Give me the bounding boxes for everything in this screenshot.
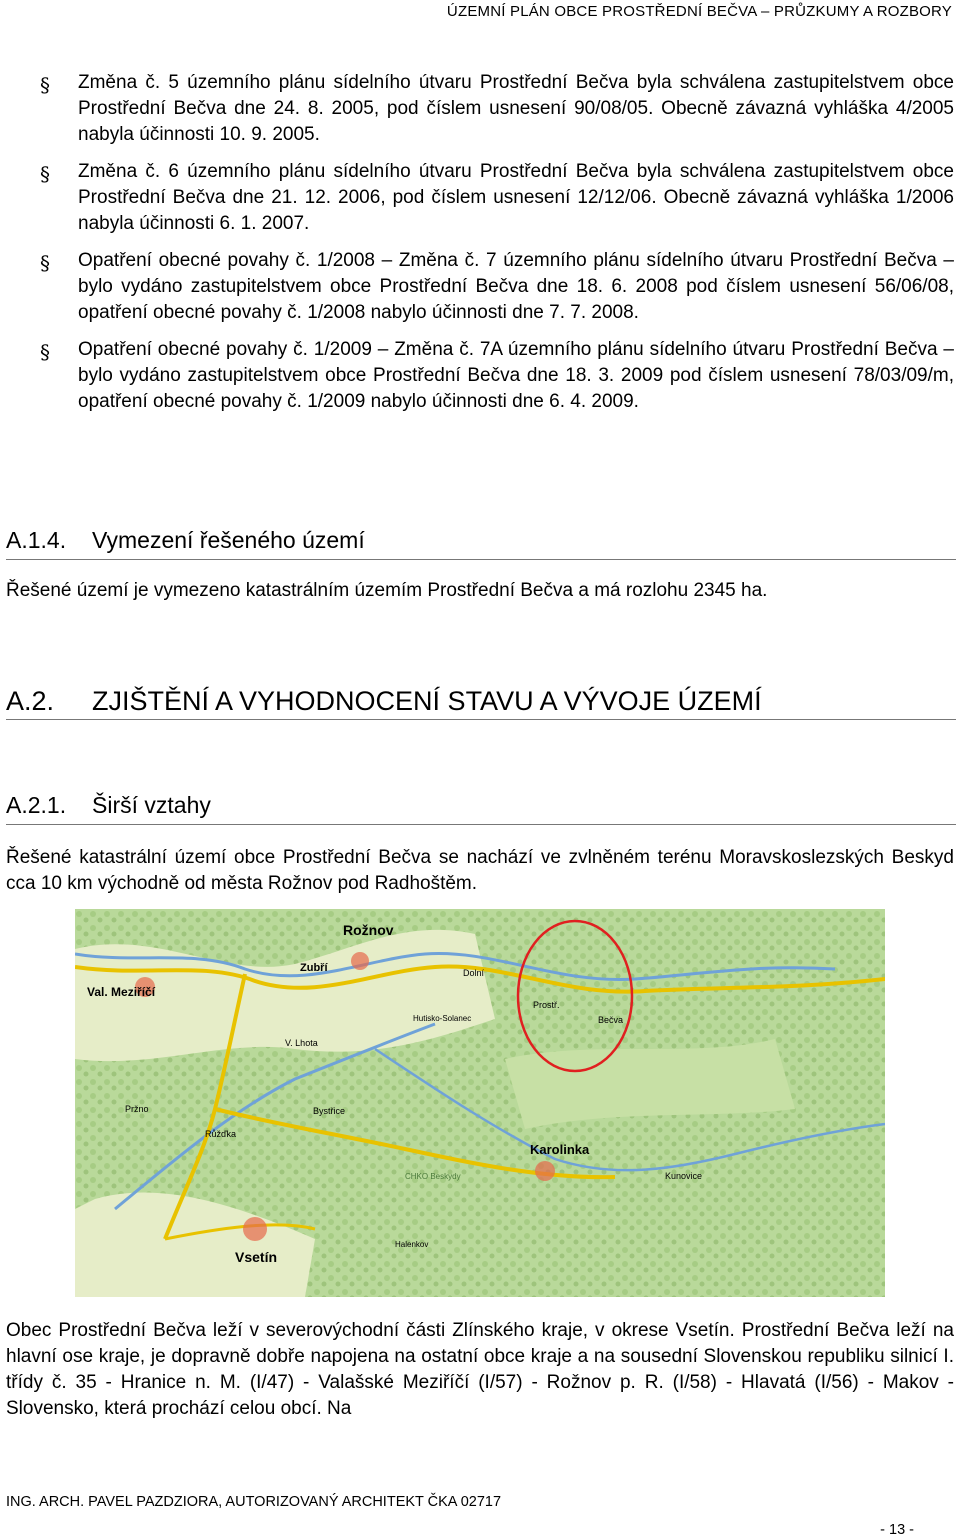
map-label: Zubří bbox=[300, 962, 328, 974]
section-sign-icon: § bbox=[40, 340, 50, 364]
list-item-text: Změna č. 6 územního plánu sídelního útvaru Prostřední Bečva byla schválena zastupitelstvem obce Prostřední Bečva dne 21. 12. 2006, pod číslem usnesení 12/12/06. Obecně závazná vyhláška 1/2006 nabyla účinnosti 6. 1. 2007. bbox=[78, 161, 954, 234]
page-header: ÚZEMNÍ PLÁN OBCE PROSTŘEDNÍ BEČVA – PRŮZKUMY A ROZBORY bbox=[446, 3, 952, 20]
section-title: ZJIŠTĚNÍ A VYHODNOCENÍ STAVU A VÝVOJE ÚZEMÍ bbox=[92, 686, 762, 716]
heading-divider bbox=[6, 824, 956, 825]
map-label: Hutisko-Solanec bbox=[413, 1014, 472, 1023]
map-label: Rožnov bbox=[343, 922, 394, 938]
town-marker bbox=[535, 1161, 555, 1181]
list-item bbox=[40, 70, 954, 148]
page-number: - 13 - bbox=[880, 1522, 914, 1538]
town-marker bbox=[243, 1217, 267, 1241]
list-item-text: Změna č. 5 územního plánu sídelního útvaru Prostřední Bečva byla schválena zastupitelstvem obce Prostřední Bečva dne 24. 8. 2005, pod číslem usnesení 90/08/05. Obecně závazná vyhláška 4/2005 nabyla účinnosti 10. 9. 2005. bbox=[78, 72, 954, 145]
map-label: V. Lhota bbox=[285, 1038, 318, 1048]
section-number: A.1.4. bbox=[6, 527, 67, 553]
list-item bbox=[40, 337, 954, 415]
body-paragraph: Obec Prostřední Bečva leží v severovýchodní části Zlínského kraje, v okrese Vsetín. Prostřední Bečva leží na hlavní ose kraje, je dopravně dobře napojena na ostatní obce kraje a na sousední Slovenskou republiku silnicí I. třídy č. 35 - Hranice n. M. (I/47) - Valašské Meziříčí (I/57) - Rožnov p. R. (I/58) - Hlavatá (I/56) - Makov - Slovensko, která prochází celou obcí. Na bbox=[6, 1320, 954, 1419]
section-sign-icon: § bbox=[40, 73, 50, 97]
chapter-heading-a2 bbox=[6, 686, 762, 717]
heading-divider bbox=[6, 719, 956, 720]
section-sign-icon: § bbox=[40, 162, 50, 186]
list-item bbox=[40, 248, 954, 326]
section-number: A.2.1. bbox=[6, 792, 67, 818]
list-item-text: Opatření obecné povahy č. 1/2008 – Změna č. 7 územního plánu sídelního útvaru Prostřední Bečva – bylo vydáno zastupitelstvem obce Prostřední Bečva dne 18. 6. 2008 pod číslem usnesení 56/06/08, opatření obecné povahy č. 1/2008 nabylo účinnosti dne 7. 7. 2008. bbox=[78, 250, 954, 323]
heading-divider bbox=[6, 559, 956, 560]
page-footer: ING. ARCH. PAVEL PAZDZIORA, AUTORIZOVANÝ ARCHITEKT ČKA 02717 bbox=[6, 1494, 502, 1510]
body-paragraph: Řešené katastrální území obce Prostřední Bečva se nachází ve zvlněném terénu Moravskoslezských Beskyd cca 10 km východně od města Rožnov pod Radhoštěm. bbox=[6, 847, 954, 894]
section-sign-icon: § bbox=[40, 251, 50, 275]
map-label: Pržno bbox=[125, 1104, 149, 1114]
map-label: Halenkov bbox=[395, 1240, 429, 1249]
map-label: Vsetín bbox=[235, 1249, 278, 1265]
map-label: Kunovice bbox=[665, 1171, 703, 1181]
list-item bbox=[40, 159, 954, 237]
town-marker bbox=[351, 952, 369, 970]
map-label: Karolinka bbox=[530, 1142, 590, 1157]
section-title: Širší vztahy bbox=[92, 792, 211, 818]
section-title: Vymezení řešeného území bbox=[92, 527, 365, 553]
map-label: Bystřice bbox=[313, 1106, 346, 1116]
map-label: Prostř. bbox=[533, 1000, 560, 1010]
body-paragraph: Řešené území je vymezeno katastrálním územím Prostřední Bečva a má rozlohu 2345 ha. bbox=[6, 580, 768, 601]
section-heading-a21 bbox=[6, 792, 211, 819]
map-label: Bečva bbox=[598, 1015, 624, 1025]
map-label: Val. Meziříčí bbox=[87, 985, 156, 999]
section-number: A.2. bbox=[6, 686, 55, 716]
section-heading-a14 bbox=[6, 527, 365, 554]
approval-history-list bbox=[40, 70, 954, 426]
list-item-text: Opatření obecné povahy č. 1/2009 – Změna č. 7A územního plánu sídelního útvaru Prostřední Bečva – bylo vydáno zastupitelstvem obce Prostřední Bečva dne 18. 3. 2009 pod číslem usnesení 78/03/09/m, opatření obecné povahy č. 1/2009 nabylo účinnosti dne 6. 4. 2009. bbox=[78, 339, 954, 412]
map-label: CHKO Beskydy bbox=[405, 1172, 461, 1181]
map-label: Růžďka bbox=[205, 1129, 237, 1139]
regional-map bbox=[75, 909, 885, 1297]
map-label: Dolní bbox=[463, 968, 485, 978]
